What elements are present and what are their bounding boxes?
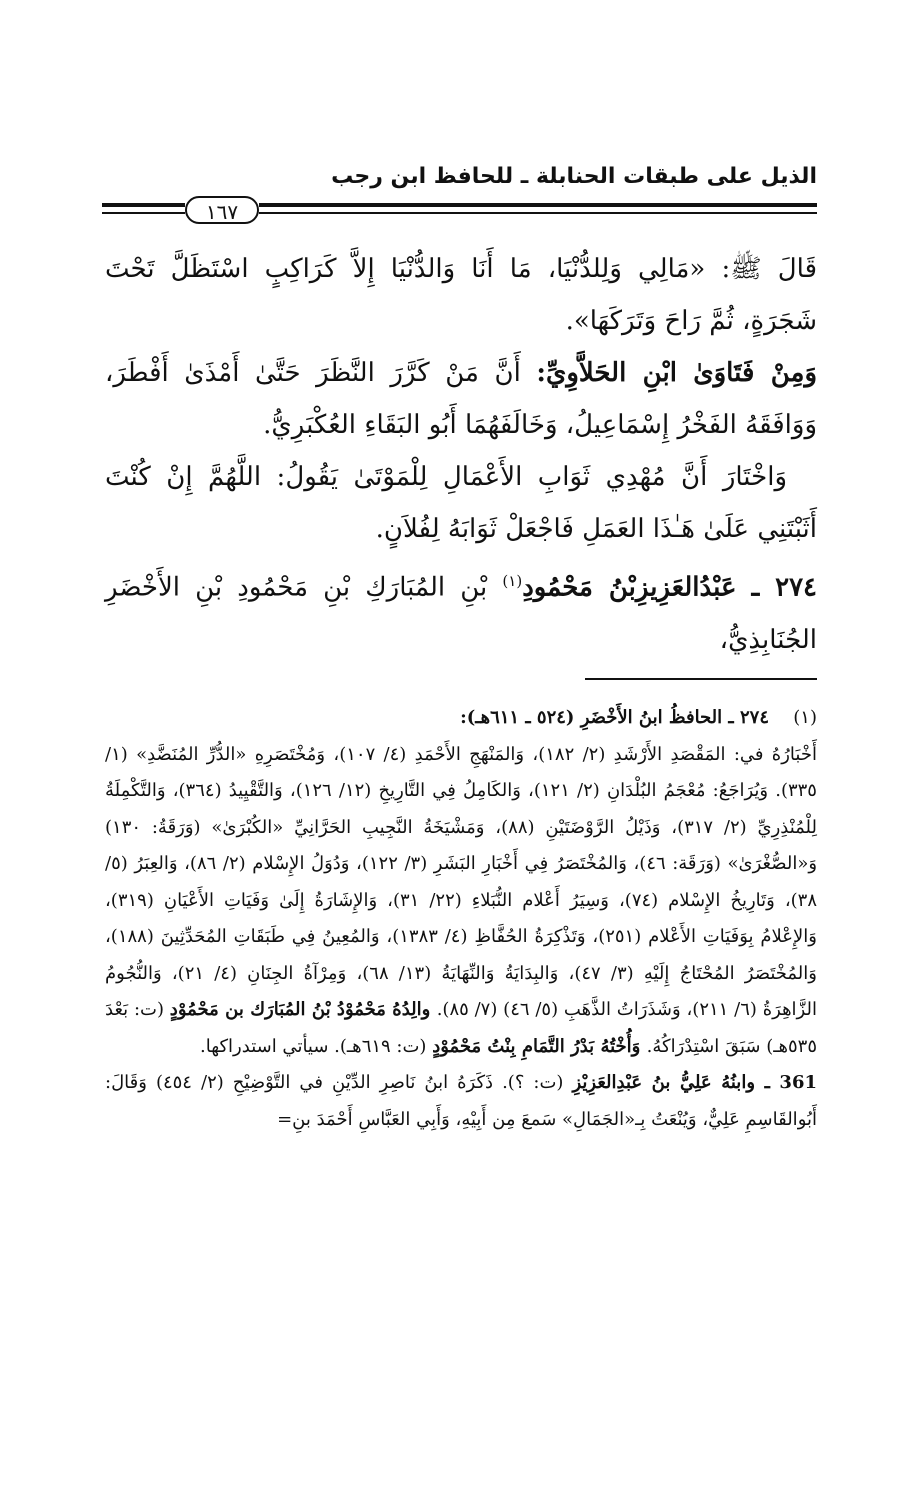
father-note: (ت: بَعْدَ ٥٣٥هـ) سَبَقَ اسْتِدْرَاكُهُ.	[105, 999, 817, 1057]
footnote-number: (١)	[793, 707, 817, 728]
running-header-title: الذيل على طبقات الحنابلة ـ للحافظ ابن رجب	[331, 164, 817, 189]
choice-paragraph: وَاخْتَارَ أَنَّ مُهْدِي ثَوَابِ الأَعْمَالِ لِلْمَوْتَىٰ يَقُولُ: اللَّهُمَّ إِنْ كُنْتَ أَثَبْتَنِي عَلَىٰ هَـٰذَا العَمَلِ فَاجْعَلْ ثَوَابَهُ لِفُلاَنٍ.	[105, 462, 817, 544]
son-number: 361	[779, 1072, 817, 1093]
footnote-body	[105, 737, 817, 1066]
sister-note: (ت: ٦١٩هـ). سيأتي استدراكها.	[199, 1035, 433, 1057]
entry-lineage: بْنِ المُبَارَكِ بْنِ مَحْمُودِ بْنِ الأَخْضَرِ الجُنَابِذِيُّ،	[105, 572, 817, 655]
footnote-heading	[105, 700, 817, 737]
entry-number: ٢٧٤ ـ	[751, 572, 818, 603]
entry-name: عَبْدُالعَزِيزِبْنُ مَحْمُودِ	[522, 572, 737, 603]
sister-name: وَأُخْتُهُ بَدْرُ التَّمَامِ بِنْتُ مَحْمُوْدٍ	[432, 1035, 647, 1057]
footnotes	[105, 700, 817, 1138]
father-name: والِدُهُ مَحْمُوْدُ بْنُ المُبَارَك بن مَحْمُوْدٍ	[169, 999, 437, 1020]
biography-entry	[105, 555, 817, 666]
footnote-separator	[585, 678, 817, 680]
fatawa-paragraph	[105, 347, 817, 451]
main-text	[105, 243, 817, 666]
header-rule-left-thin	[102, 212, 185, 214]
son-name: ـ وابنُهُ عَلِيُّ بنُ عَبْدِالعَزِيْزِ	[572, 1072, 780, 1093]
fatawa-lead: وَمِنْ فَتَاوَىٰ ابْنِ الحَلاَّوِيِّ:	[536, 358, 817, 388]
footnote-head-text: ٢٧٤ ـ الحافظُ ابنُ الأَخْضَرِ (٥٢٤ ـ ٦١١هـ):	[460, 707, 769, 728]
header-rule-left-thick	[102, 203, 185, 207]
fatawa-text: أَنَّ مَنْ كَرَّرَ النَّظَرَ حَتَّىٰ أَمْذَىٰ أَفْطَرَ، وَوَافَقَهُ الفَخْرُ إِسْمَاعِيلُ، وَخَالَفَهُمَا أَبُو البَقَاءِ العُكْبَرِيُّ.	[105, 358, 817, 440]
son-note: (ت: ؟). ذَكَرَهُ ابنُ نَاصِرِ الدِّيْنِ في التَّوْضِيْحِ (٢/ ٤٥٤) وَقَالَ: أَبُوالقَاسِمِ عَلِيٌّ، وَيُنْعَتُ بِـ«الجَمَالِ» سَمعَ مِن أَبِيْهِ، وَأَبِي العَبَّاسِ أَحْمَدَ بنِ=	[105, 1072, 817, 1130]
header-rule-right-thin	[259, 212, 817, 214]
header-rule-right-thick	[259, 203, 817, 207]
hadith-paragraph: قَالَ ﷺ: «مَالِي وَلِلدُّنْيَا، مَا أَنَا وَالدُّنْيَا إِلاَّ كَرَاكِبٍ اسْتَظَلَّ تَحْتَ شَجَرَةٍ، ثُمَّ رَاحَ وَتَرَكَهَا».	[105, 254, 817, 336]
footnote-sources: أَخْبَارُهُ في: المَقْصَدِ الأَرْشَدِ (٢/ ١٨٢)، وَالمَنْهَجِ الأَحْمَدِ (٤/ ١٠٧)، وَمُخْتَصَرِهِ «الدُّرِّ المُنَضَّدِ» (١/ ٣٣٥). وَيُرَاجَعُ: مُعْجَمُ البُلْدَانِ (٢/ ١٢١)، وَالكَامِلُ فِي التَّارِيخِ (١٢/ ١٢٦)، وَالتَّقْيِيدُ (٣٦٤)، وَالتَّكْمِلَةُ لِلْمُنْذِرِيِّ (٢/ ٣١٧)، وَذَيْلُ الرَّوْضَتَيْنِ (٨٨)، وَمَشْيَخَةُ النَّجِيبِ الحَرَّانِيِّ «الكُبْرَىٰ» (وَرَقَةُ: ١٣٠) وَ«الصُّغْرَىٰ» (وَرَقَة: ٤٦)، وَالمُخْتَصَرُ فِي أَخْبَارِ البَشَرِ (٣/ ١٢٢)، وَدُوَلُ الإِسْلام (٢/ ٨٦)، وَالعِبَرُ (٥/ ٣٨)، وَتَارِيخُ الإِسْلام (٧٤)، وَسِيَرُ أَعْلام النُّبَلاءِ (٢٢/ ٣١)، وَالإِشَارَةُ إِلَىٰ وَفَيَاتِ الأَعْيَانِ (٣١٩)، وَالإِعْلامُ بِوَفَيَاتِ الأَعْلام (٢٥١)، وَتَذْكِرَةُ الحُفَّاظِ (٤/ ١٣٨٣)، وَالمُعِينُ فِي طَبَقَاتِ المُحَدِّثِينَ (١٨٨)، وَالمُخْتَصَرُ المُحْتَاجُ إِلَيْهِ (٣/ ٤٧)، وَالبِدَايَةُ وَالنِّهَايَةُ (١٣/ ٦٨)، وَمِرْآةُ الجِنَانِ (٤/ ٢١)، وَالنُّجُومُ الزَّاهِرَةُ (٦/ ٢١١)، وَشَذَرَاتُ الذَّهَبِ (٥/ ٤٦) (٧/ ٨٥).	[105, 743, 818, 1020]
footnote-marker: (١)	[502, 572, 523, 590]
footnote-son	[105, 1065, 817, 1138]
page-number-badge: ١٦٧	[185, 196, 259, 224]
